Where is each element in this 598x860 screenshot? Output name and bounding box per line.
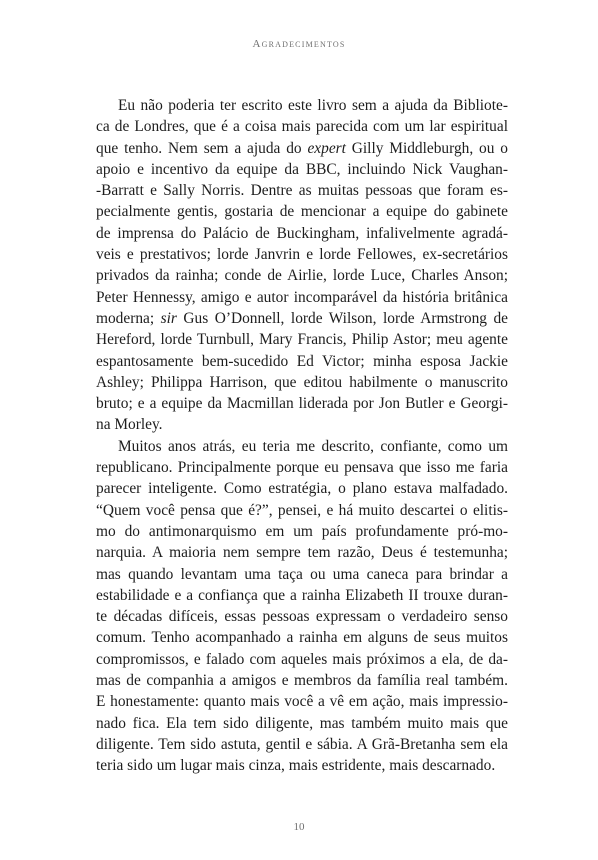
text-line (96, 201, 508, 222)
text-segment: Muitos anos atrás, eu teria me descrito, confiante, como um (118, 437, 508, 455)
text-line (96, 287, 508, 308)
text-line (96, 393, 508, 414)
text-segment: nado fica. Ela tem sido diligente, mas também muito mais que (96, 714, 508, 732)
text-segment: Gus O’Donnell, lorde Wilson, lorde Armstrong de (176, 309, 508, 327)
running-head: Agradecimentos (252, 38, 346, 50)
text-line (96, 244, 508, 265)
text-line (96, 521, 508, 542)
text-segment: te décadas difíceis, essas pessoas expressam o verdadeiro senso (96, 608, 508, 626)
text-segment: privados da rainha; conde de Airlie, lorde Luce, Charles Anson; (96, 267, 508, 285)
text-line (96, 138, 508, 159)
text-line (96, 649, 508, 670)
text-segment: teria sido um lugar mais cinza, mais estridente, mais descarnado. (96, 757, 496, 775)
text-line (96, 627, 508, 648)
text-line (96, 372, 508, 393)
text-line (96, 95, 508, 116)
paragraph (96, 95, 508, 436)
text-line (96, 159, 508, 180)
text-segment: narquia. A maioria nem sempre tem razão, Deus é testemunha; (96, 544, 508, 562)
text-segment: apoio e incentivo da equipe da BBC, incluindo Nick Vaughan- (96, 160, 508, 178)
text-line (96, 308, 508, 329)
text-segment: republicano. Principalmente porque eu pensava que isso me faria (96, 459, 508, 477)
italic-term: expert (307, 139, 346, 157)
text-line (96, 564, 508, 585)
text-line (96, 265, 508, 286)
text-line (96, 116, 508, 137)
text-segment: mas quando levantam uma taça ou uma caneca para brindar a (96, 565, 508, 583)
text-line (96, 436, 508, 457)
text-segment: “Quem você pensa que é?”, pensei, e há muito descartei o elitis- (96, 501, 508, 519)
text-segment: Gilly Middleburgh, ou o (345, 139, 508, 157)
text-segment: bruto; e a equipe da Macmillan liderada por Jon Butler e Georgi- (96, 395, 508, 413)
text-line (96, 713, 508, 734)
text-segment: na Morley. (96, 416, 163, 434)
text-segment: de imprensa do Palácio de Buckingham, infalivelmente agradá- (96, 224, 508, 242)
text-line (96, 691, 508, 712)
text-line (96, 223, 508, 244)
text-segment: veis e prestativos; lorde Janvrin e lorde Fellowes, ex-secretários (96, 246, 508, 264)
body-text (96, 95, 508, 777)
text-line (96, 606, 508, 627)
text-line (96, 755, 508, 776)
text-segment: comum. Tenho acompanhado a rainha em alguns de seus muitos (96, 629, 508, 647)
text-line (96, 585, 508, 606)
text-line (96, 414, 508, 435)
text-line (96, 500, 508, 521)
text-segment: diligente. Tem sido astuta, gentil e sábia. A Grã-Bretanha sem ela (96, 735, 508, 753)
text-segment: Eu não poderia ter escrito este livro sem a ajuda da Bibliote- (118, 97, 508, 114)
text-segment: mas de companhia a amigos e membros da família real também. (96, 672, 508, 690)
text-segment: pecialmente gentis, gostaria de mencionar a equipe do gabinete (96, 203, 508, 221)
text-line (96, 329, 508, 350)
text-segment: Peter Hennessy, amigo e autor incomparável da história britânica (96, 288, 508, 306)
text-segment: mo do antimonarquismo em um país profundamente pró-mo- (96, 522, 508, 540)
text-line (96, 734, 508, 755)
text-segment: parecer inteligente. Como estratégia, o plano estava malfadado. (96, 480, 508, 498)
text-segment: espantosamente bem-sucedido Ed Victor; minha esposa Jackie (96, 352, 508, 370)
text-segment: -Barratt e Sally Norris. Dentre as muitas pessoas que foram es- (96, 182, 508, 200)
paragraph (96, 436, 508, 777)
text-segment: Ashley; Philippa Harrison, que editou habilmente o manuscrito (96, 373, 508, 391)
text-segment: E honestamente: quanto mais você a vê em ação, mais impressio- (96, 693, 508, 711)
text-segment: que tenho. Nem sem a ajuda do (96, 139, 308, 157)
page-number: 10 (293, 821, 305, 833)
text-line (96, 457, 508, 478)
text-line (96, 670, 508, 691)
text-line (96, 542, 508, 563)
text-segment: moderna; (96, 309, 161, 327)
italic-term: sir (160, 309, 177, 327)
text-segment: estabilidade e a confiança que a rainha Elizabeth II trouxe duran- (96, 586, 508, 604)
text-line (96, 180, 508, 201)
text-segment: compromissos, e falado com aqueles mais próximos a ela, de da- (96, 650, 508, 668)
text-line (96, 478, 508, 499)
text-segment: ca de Londres, que é a coisa mais parecida com um lar espiritual (96, 118, 508, 136)
text-segment: Hereford, lorde Turnbull, Mary Francis, Philip Astor; meu agente (96, 331, 508, 349)
text-line (96, 351, 508, 372)
